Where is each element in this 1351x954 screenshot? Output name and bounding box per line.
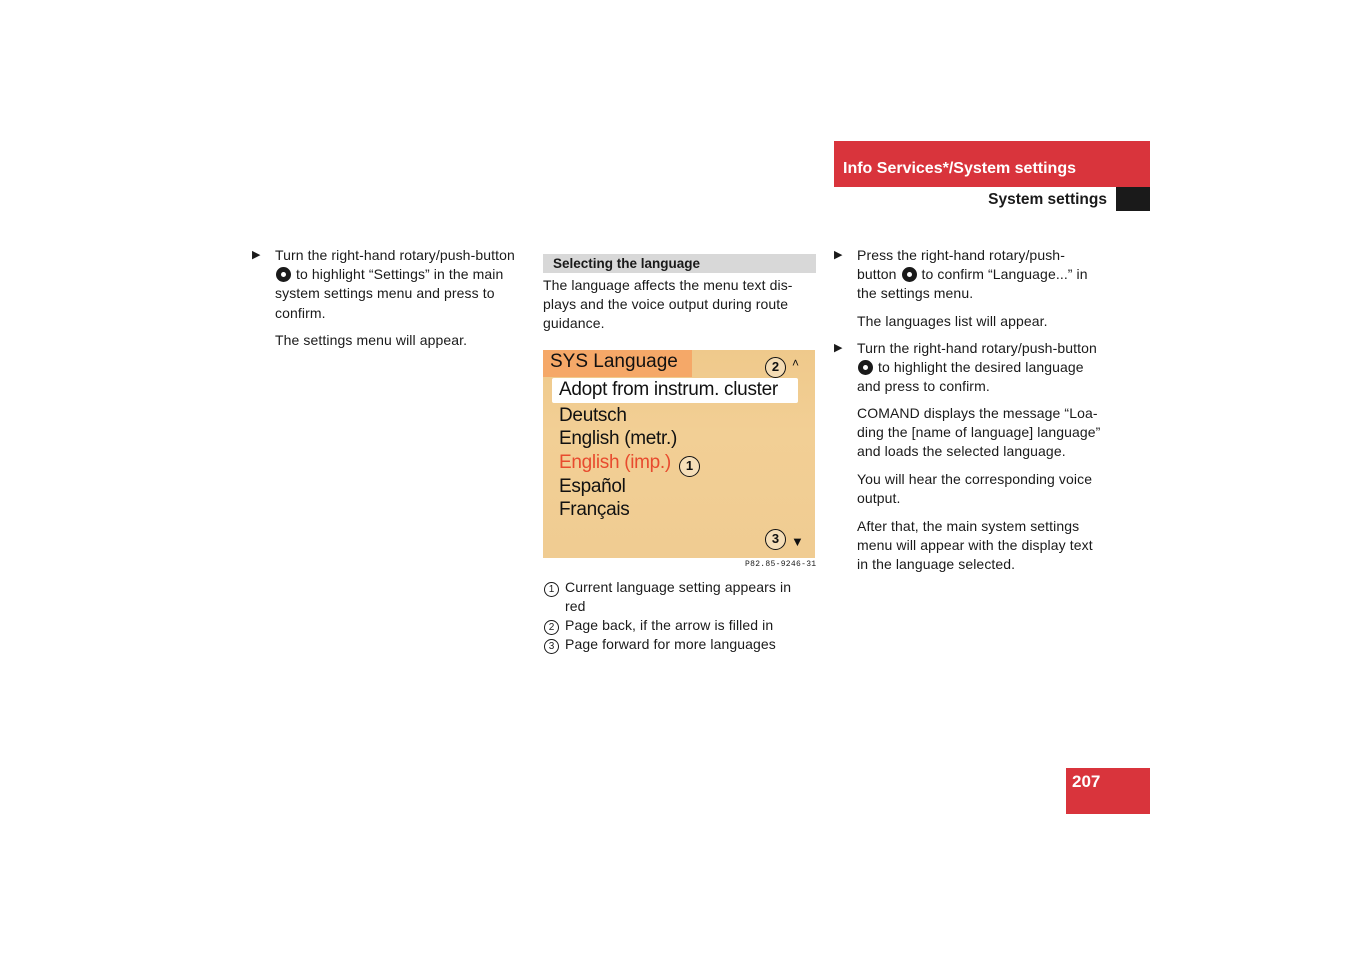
legend-item: Page back, if the arrow is filled in <box>565 617 774 633</box>
text-line: and press to confirm. <box>857 378 990 395</box>
callout-1: 1 <box>679 456 700 477</box>
text-fragment: button <box>857 266 897 283</box>
figure-code: P82.85-9246-31 <box>745 560 817 569</box>
right-result-1: The languages list will appear. <box>857 313 1048 329</box>
text-line: the settings menu. <box>857 285 974 302</box>
text-line: menu will appear with the display text <box>857 537 1093 554</box>
text-line: Current language setting appears in <box>565 579 792 595</box>
bullet-arrow-icon: ▶ <box>834 342 843 354</box>
rotary-knob-icon <box>276 267 291 282</box>
left-step-1 <box>275 246 515 323</box>
bullet-arrow-icon: ▶ <box>834 249 843 261</box>
rotary-knob-icon <box>902 267 917 282</box>
text-line: Press the right-hand rotary/push- <box>857 247 1065 263</box>
text-line: You will hear the corresponding voice <box>857 471 1093 487</box>
language-item: Deutsch <box>559 405 627 426</box>
figure-legend <box>543 578 823 658</box>
language-item-current: English (imp.) <box>559 452 671 473</box>
right-paragraph-1 <box>857 404 1100 462</box>
text-line: After that, the main system settings <box>857 518 1080 534</box>
text-line: output. <box>857 490 901 507</box>
intro-paragraph <box>543 276 793 334</box>
language-item: Español <box>559 476 626 497</box>
text-line-with-icon <box>275 265 515 284</box>
legend-number: 1 <box>544 582 559 597</box>
text-line: ding the [name of language] language” <box>857 424 1101 441</box>
legend-item: Page forward for more languages <box>565 636 776 652</box>
text-line: to highlight “Settings” in the main <box>296 266 504 283</box>
section-title: Info Services*/System settings <box>843 160 1076 177</box>
language-item: English (metr.) <box>559 428 677 449</box>
bullet-arrow-icon: ▶ <box>252 249 261 261</box>
thumb-tab <box>1116 187 1150 211</box>
callout-2: 2 <box>765 357 786 378</box>
legend-item <box>565 578 791 616</box>
display-screen-figure <box>543 350 815 558</box>
text-line: guidance. <box>543 315 605 332</box>
right-paragraph-3 <box>857 517 1093 575</box>
text-line: plays and the voice output during route <box>543 296 789 313</box>
legend-number: 2 <box>544 620 559 635</box>
text-line: Turn the right-hand rotary/push-button <box>275 247 515 263</box>
text-line: and loads the selected language. <box>857 443 1066 460</box>
text-line: system settings menu and press to <box>275 285 495 302</box>
right-step-1 <box>857 246 1088 304</box>
text-line: red <box>565 598 586 615</box>
text-line: COMAND displays the message “Loa- <box>857 405 1098 421</box>
text-line-with-icon <box>857 265 1088 284</box>
right-step-2 <box>857 339 1097 397</box>
legend-number: 3 <box>544 639 559 654</box>
page-back-arrow-icon: ˄ <box>792 356 800 370</box>
text-line: in the language selected. <box>857 556 1016 573</box>
rotary-knob-icon <box>858 360 873 375</box>
language-item: Adopt from instrum. cluster <box>559 379 778 400</box>
text-line: Turn the right-hand rotary/push-button <box>857 340 1097 356</box>
subsection-title: System settings <box>988 191 1107 208</box>
section-heading: Selecting the language <box>553 256 701 271</box>
text-line: The language affects the menu text dis- <box>543 277 793 293</box>
text-line-with-icon <box>857 358 1097 377</box>
callout-3: 3 <box>765 529 786 550</box>
screen-title: SYS Language <box>550 351 678 372</box>
text-fragment: to confirm “Language...” in <box>921 266 1088 283</box>
text-line: confirm. <box>275 304 326 321</box>
text-fragment: to highlight the desired language <box>878 359 1084 376</box>
page-number: 207 <box>1072 772 1101 791</box>
left-result-1: The settings menu will appear. <box>275 332 468 348</box>
right-paragraph-2 <box>857 470 1092 508</box>
page-forward-arrow-icon: ▼ <box>791 534 804 549</box>
language-item: Français <box>559 499 630 520</box>
